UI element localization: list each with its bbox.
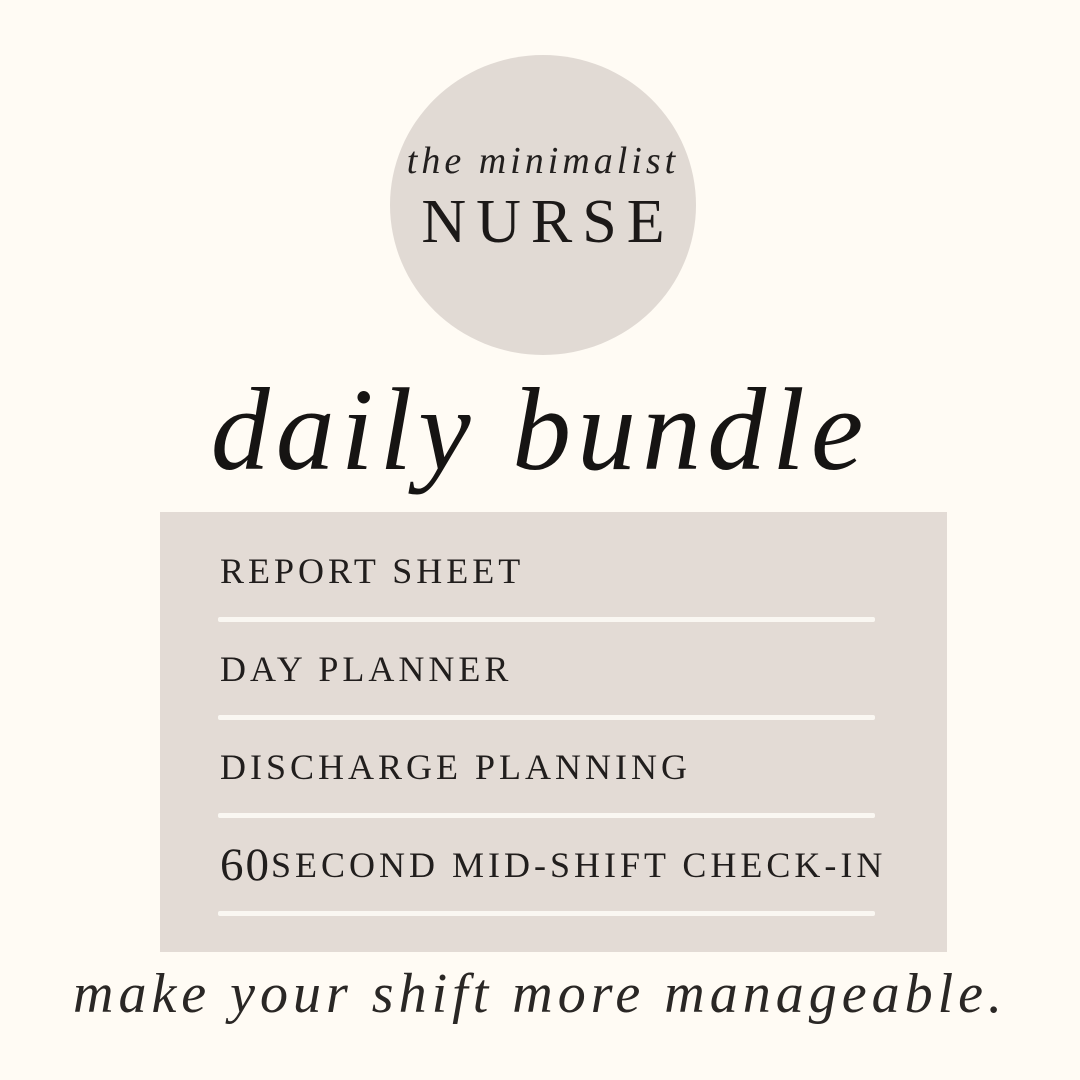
tagline: make your shift more manageable. xyxy=(73,963,1007,1025)
poster-title: daily bundle xyxy=(210,364,870,495)
bundle-item-label: SECOND MID-SHIFT CHECK-IN xyxy=(271,844,887,885)
bundle-item-discharge-planning xyxy=(160,720,947,813)
bundle-item-day-planner xyxy=(160,622,947,715)
bundle-item-label: DISCHARGE PLANNING xyxy=(220,746,692,787)
bundle-item-number: 60 xyxy=(220,838,271,891)
bundle-item-midshift-checkin xyxy=(160,818,947,911)
brand-script-line: the minimalist xyxy=(406,140,680,182)
bundle-item-label: DAY PLANNER xyxy=(220,648,513,689)
brand-name: NURSE xyxy=(421,188,675,256)
bundle-item-report-sheet xyxy=(160,524,947,617)
bundle-item-label: REPORT SHEET xyxy=(220,550,525,591)
bundle-panel xyxy=(160,512,947,952)
item-divider xyxy=(218,911,875,916)
brand-logo xyxy=(390,55,696,355)
